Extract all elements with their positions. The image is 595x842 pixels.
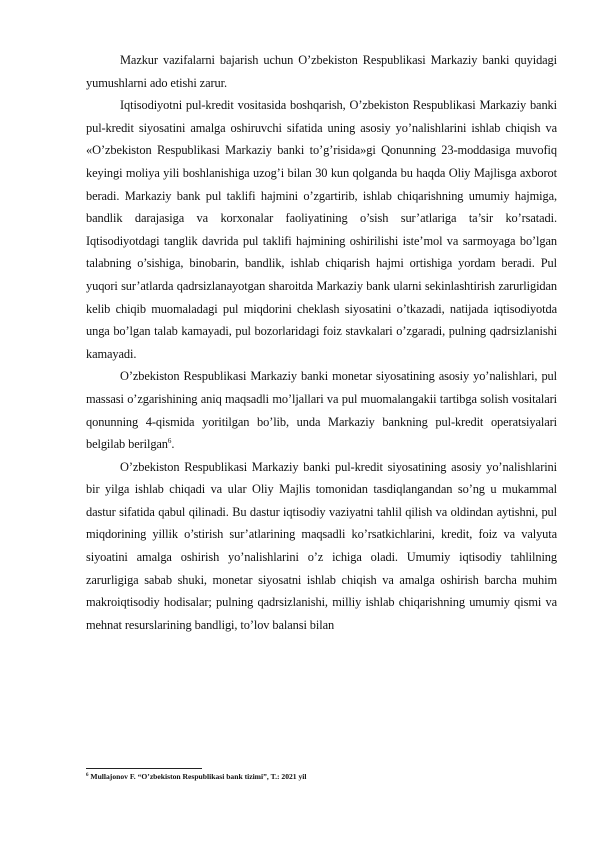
paragraph-4: O’zbekiston Respublikasi Markaziy banki pul-kredit siyosatining asosiy yo’nalishlarini bir yilga ishlab chiqadi va ular Oliy Majlis tomonidan tasdiqlangandan so’ng u mukammal dastur sifatida qabul qilinadi. Bu dastur iqtisodiy vaziyatni tahlil qilish va oldindan aytishni, pul miqdorining yillik o’stirish sur’atlarining maqsadli ko’rsatkichlarini, kredit, foiz va valyuta siyoatini amalga oshirish yo’nalishlarini o’z ichiga oladi. Umumiy iqtisodiy tahlilning zarurligiga sabab shuki, monetar siyosatni ishlab chiqish va amalga oshirish barcha muhim makroiqtisodiy hodisalar; pulning qadrsizlanishi, milliy ishlab chiqarishning umumiy qismi va mehnat resurslarining bandligi, to’lov balansi bilan <box>86 459 557 632</box>
footnote-separator <box>86 768 202 769</box>
footnote <box>86 772 557 782</box>
footnote-text: Mullajonov F. “O’zbekiston Respublikasi bank tizimi”, T.: 2021 yil <box>88 772 307 781</box>
paragraph-1: Mazkur vazifalarni bajarish uchun O’zbekiston Respublikasi Markaziy banki quyidagi yumushlarni ado etishi zarur. <box>86 53 557 90</box>
footnote-reference[interactable]: 6 <box>167 437 172 446</box>
body-text <box>86 49 557 636</box>
paragraph-3-end: . <box>171 437 175 452</box>
paragraph-3-text: O’zbekiston Respublikasi Markaziy banki monetar siyosatining asosiy yo’nalishlari, pul massasi o’zgarishining aniq maqsadli mo’ljallari va pul muomalangakii tartibga solish vositalari qonunning 4-qismida yoritilgan bo’lib, unda Markaziy bankning pul-kredit operatsiyalari belgilab berilgan <box>86 369 557 452</box>
footnote-number: 6 <box>86 773 89 778</box>
paragraph-3 <box>86 365 557 455</box>
paragraph-2: Iqtisodiyotni pul-kredit vositasida boshqarish, O’zbekiston Respublikasi Markaziy banki pul-kredit siyosatini amalga oshiruvchi sifatida uning asosiy yo’nalishlarini ishlab chiqish va «O’zbekiston Respublikasi Markaziy banki to’g’risida»gi Qonunning 23-moddasiga muvofiq keyingi moliya yili boshlanishiga uzog’i bilan 30 kun qolganda bu haqda Oliy Majlisga axborot beradi. Markaziy bank pul taklifi hajmini o’zgartirib, ishlab chiqarishning umumiy hajmiga, bandlik darajasiga va korxonalar faoliyatining o’sish sur’atlariga ta’sir ko’rsatadi. Iqtisodiyotdagi tanglik davrida pul taklifi hajmining oshirilishi iste’mol va sarmoyaga bo’lgan talabning o’sishiga, binobarin, bandlik, ishlab chiqarish hajmi ortishiga yordam beradi. Pul yuqori sur’atlarda qadrsizlanayotgan sharoitda Markaziy bank ularni sekinlashtirish zarurligidan kelib chiqib muomaladagi pul miqdorini cheklash siyosatini o’tkazadi, natijada iqtisodiyotda unga bo’lgan talab kamayadi, pul bozorlaridagi foiz stavkalari o’zgaradi, pulning qadrsizlanishi kamayadi. <box>86 98 557 361</box>
